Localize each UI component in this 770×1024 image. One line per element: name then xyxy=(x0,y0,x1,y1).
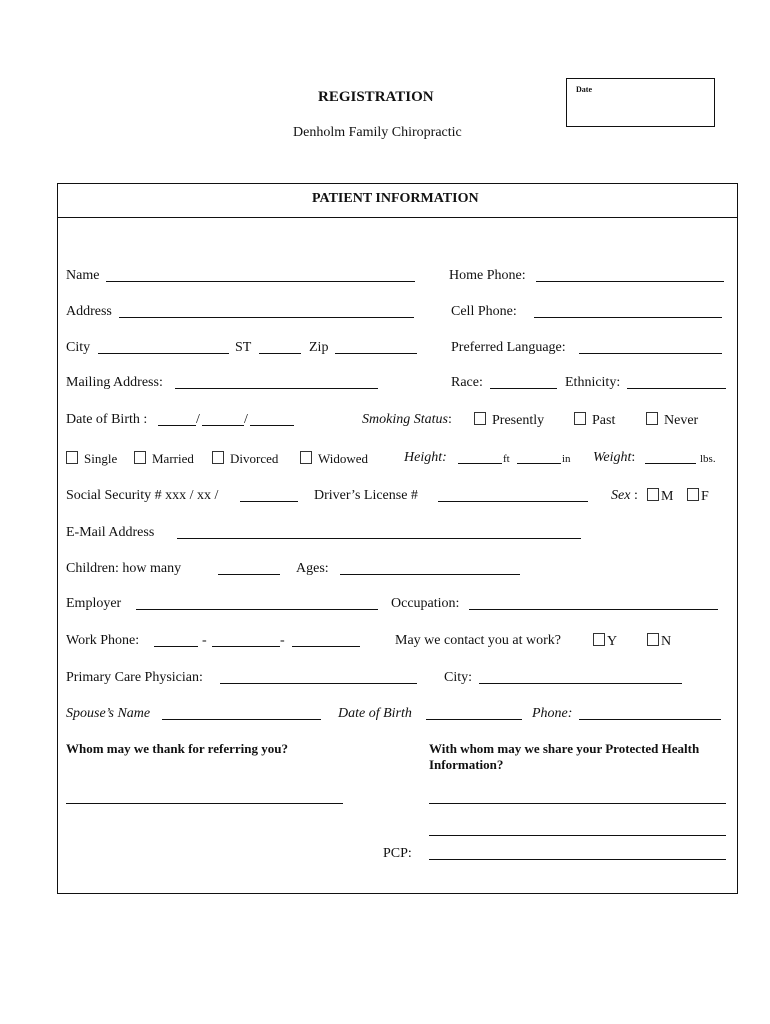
height-inches-field[interactable] xyxy=(517,463,561,464)
dob-day-field[interactable] xyxy=(202,425,244,426)
checkbox-icon xyxy=(647,488,659,501)
email-field[interactable] xyxy=(177,538,581,539)
checkbox-icon xyxy=(574,412,586,425)
children-label: Children: how many xyxy=(66,561,182,576)
marital-single-option[interactable]: Single xyxy=(66,451,117,467)
mailing-address-label: Mailing Address: xyxy=(66,375,163,390)
spouse-name-field[interactable] xyxy=(162,719,321,720)
children-count-field[interactable] xyxy=(218,574,280,575)
spouse-phone-field[interactable] xyxy=(579,719,721,720)
practice-name: Denholm Family Chiropractic xyxy=(293,125,462,140)
phi-question-line-1: With whom may we share your Protected Health xyxy=(429,741,700,756)
cell-phone-field[interactable] xyxy=(534,317,722,318)
section-title: PATIENT INFORMATION xyxy=(312,191,479,206)
date-label: Date xyxy=(576,85,592,94)
section-divider xyxy=(57,217,737,218)
occupation-label: Occupation: xyxy=(391,596,460,611)
sex-female-option[interactable]: F xyxy=(687,488,709,505)
date-box[interactable] xyxy=(566,78,715,127)
city-field[interactable] xyxy=(98,353,229,354)
state-label: ST xyxy=(235,340,252,355)
checkbox-icon xyxy=(300,451,312,464)
checkbox-icon xyxy=(687,488,699,501)
dob-label: Date of Birth : xyxy=(66,412,148,427)
race-label: Race: xyxy=(451,375,483,390)
home-phone-field[interactable] xyxy=(536,281,724,282)
sex-label: Sex : xyxy=(611,488,638,503)
work-phone-dash-2: - xyxy=(280,633,285,648)
smoking-status-label: Smoking Status: xyxy=(362,412,452,427)
form-title: REGISTRATION xyxy=(318,89,434,105)
ssn-field[interactable] xyxy=(240,501,298,502)
pcp-physician-label: Primary Care Physician: xyxy=(66,670,203,685)
spouse-name-label: Spouse’s Name xyxy=(66,706,151,721)
preferred-language-label: Preferred Language: xyxy=(451,340,566,355)
height-feet-field[interactable] xyxy=(458,463,502,464)
checkbox-icon xyxy=(474,412,486,425)
smoking-past-option[interactable]: Past xyxy=(574,412,615,429)
city-label: City xyxy=(66,340,91,355)
referral-question: Whom may we thank for referring you? xyxy=(66,741,288,756)
dob-month-field[interactable] xyxy=(158,425,196,426)
feet-unit: ft xyxy=(503,453,510,465)
drivers-license-label: Driver’s License # xyxy=(314,488,418,503)
marital-married-option[interactable]: Married xyxy=(134,451,194,467)
ethnicity-field[interactable] xyxy=(627,388,726,389)
marital-divorced-option[interactable]: Divorced xyxy=(212,451,278,467)
spouse-dob-label: Date of Birth xyxy=(338,706,412,721)
lbs-unit: lbs. xyxy=(700,453,716,465)
ethnicity-label: Ethnicity: xyxy=(565,375,621,390)
race-field[interactable] xyxy=(490,388,557,389)
ssn-label: Social Security # xxx / xx / xyxy=(66,488,219,503)
weight-label: Weight: xyxy=(593,450,636,465)
pcp-city-field[interactable] xyxy=(479,683,682,684)
contact-no-option[interactable]: N xyxy=(647,633,671,650)
preferred-language-field[interactable] xyxy=(579,353,722,354)
state-field[interactable] xyxy=(259,353,301,354)
checkbox-icon xyxy=(593,633,605,646)
pcp-field[interactable] xyxy=(429,859,726,860)
inches-unit: in xyxy=(562,453,571,465)
phi-field-1[interactable] xyxy=(429,803,726,804)
height-label: Height: xyxy=(404,450,447,465)
pcp-city-label: City: xyxy=(444,670,473,685)
zip-label: Zip xyxy=(309,340,329,355)
drivers-license-field[interactable] xyxy=(438,501,588,502)
address-field[interactable] xyxy=(119,317,414,318)
work-phone-area-field[interactable] xyxy=(154,646,198,647)
smoking-presently-option[interactable]: Presently xyxy=(474,412,544,429)
checkbox-icon xyxy=(646,412,658,425)
referral-field[interactable] xyxy=(66,803,343,804)
pcp-physician-field[interactable] xyxy=(220,683,417,684)
marital-widowed-option[interactable]: Widowed xyxy=(300,451,368,467)
mailing-address-field[interactable] xyxy=(175,388,378,389)
ages-label: Ages: xyxy=(296,561,329,576)
employer-label: Employer xyxy=(66,596,122,611)
employer-field[interactable] xyxy=(136,609,378,610)
name-field[interactable] xyxy=(106,281,415,282)
sex-male-option[interactable]: M xyxy=(647,488,673,505)
smoking-never-option[interactable]: Never xyxy=(646,412,698,429)
occupation-field[interactable] xyxy=(469,609,718,610)
home-phone-label: Home Phone: xyxy=(449,268,526,283)
email-label: E-Mail Address xyxy=(66,525,155,540)
work-phone-dash-1: - xyxy=(202,633,207,648)
spouse-phone-label: Phone: xyxy=(532,706,573,721)
checkbox-icon xyxy=(212,451,224,464)
cell-phone-label: Cell Phone: xyxy=(451,304,517,319)
pcp-label: PCP: xyxy=(383,846,412,861)
phi-field-2[interactable] xyxy=(429,835,726,836)
zip-field[interactable] xyxy=(335,353,417,354)
checkbox-icon xyxy=(647,633,659,646)
work-phone-label: Work Phone: xyxy=(66,633,140,648)
phi-question-line-2: Information? xyxy=(429,757,504,772)
work-phone-prefix-field[interactable] xyxy=(212,646,280,647)
address-label: Address xyxy=(66,304,112,319)
ages-field[interactable] xyxy=(340,574,520,575)
dob-year-field[interactable] xyxy=(250,425,294,426)
dob-slash-2: / xyxy=(244,412,248,427)
spouse-dob-field[interactable] xyxy=(426,719,522,720)
dob-slash-1: / xyxy=(196,412,200,427)
contact-yes-option[interactable]: Y xyxy=(593,633,617,650)
name-label: Name xyxy=(66,268,100,283)
weight-field[interactable] xyxy=(645,463,696,464)
contact-at-work-label: May we contact you at work? xyxy=(395,633,561,648)
checkbox-icon xyxy=(66,451,78,464)
checkbox-icon xyxy=(134,451,146,464)
work-phone-line-field[interactable] xyxy=(292,646,360,647)
